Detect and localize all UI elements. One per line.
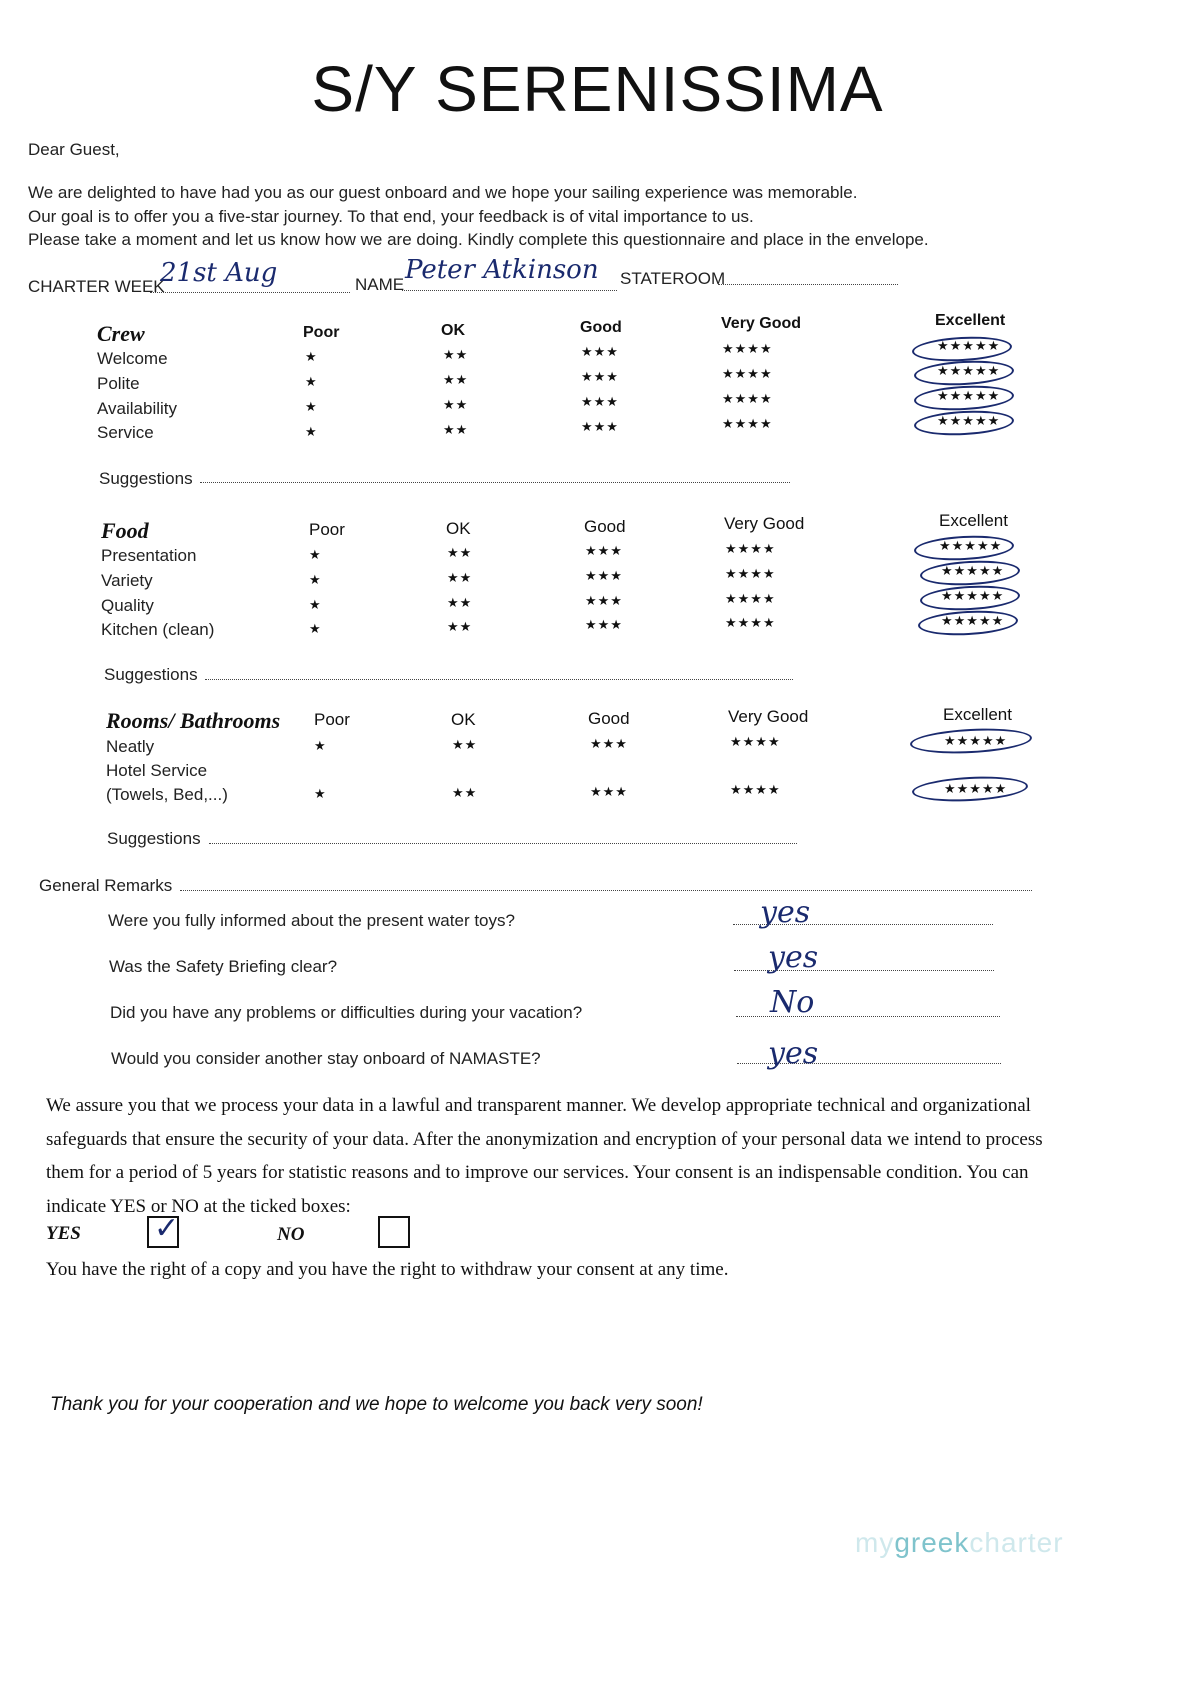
rating-star-2[interactable]: ★★ — [452, 737, 478, 752]
privacy-line-4: indicate YES or NO at the ticked boxes: — [46, 1195, 351, 1217]
greeting: Dear Guest, — [28, 140, 120, 159]
rating-star-4[interactable]: ★★★★ — [730, 734, 781, 749]
selection-circle — [919, 583, 1020, 612]
rating-star-2[interactable]: ★★ — [443, 397, 469, 412]
privacy-line-1: We assure you that we process your data in a lawful and transparent manner. We develop appropriate technical and organizational — [46, 1095, 1031, 1116]
rating-star-5[interactable]: ★★★★★ — [937, 338, 1001, 353]
charter-week-value[interactable]: 21st Aug — [160, 258, 278, 288]
stateroom-label: STATEROOM — [620, 269, 726, 288]
food-item-quality: Quality — [101, 596, 154, 615]
answer-another-stay[interactable]: yes — [768, 1036, 819, 1071]
check-mark-icon: ✓ — [154, 1212, 180, 1245]
rating-star-3[interactable]: ★★★ — [585, 543, 623, 558]
rooms-item-hotel-service: Hotel Service — [106, 761, 208, 780]
rating-star-5[interactable]: ★★★★★ — [941, 613, 1005, 628]
watermark-logo — [855, 1527, 1064, 1559]
rating-star-2[interactable]: ★★ — [447, 619, 473, 634]
name-value[interactable]: Peter Atkinson — [405, 255, 599, 285]
selection-circle — [917, 608, 1018, 637]
rating-star-1[interactable]: ★ — [309, 572, 322, 587]
selection-circle — [913, 408, 1014, 437]
rating-star-5[interactable]: ★★★★★ — [944, 781, 1008, 796]
rating-star-3[interactable]: ★★★ — [581, 419, 619, 434]
food-item-kitchen: Kitchen (clean) — [101, 620, 215, 639]
selection-circle — [911, 774, 1028, 804]
rating-star-5[interactable]: ★★★★★ — [937, 363, 1001, 378]
withdraw-notice: You have the right of a copy and you have the right to withdraw your consent at any time. — [46, 1259, 729, 1280]
rooms-suggestions-line[interactable] — [209, 843, 797, 844]
food-item-presentation: Presentation — [101, 546, 197, 565]
selection-circle — [919, 558, 1020, 587]
rating-star-4[interactable]: ★★★★ — [725, 591, 776, 606]
answer-problems[interactable]: No — [770, 985, 815, 1020]
food-suggestions-line[interactable] — [205, 679, 793, 680]
rating-star-3[interactable]: ★★★ — [581, 369, 619, 384]
watermark-suffix: charter — [969, 1527, 1064, 1558]
rating-star-3[interactable]: ★★★ — [590, 736, 628, 751]
rooms-item-towels-bed: (Towels, Bed,...) — [106, 785, 228, 804]
rating-star-4[interactable]: ★★★★ — [722, 366, 773, 381]
crew-item-availability: Availability — [97, 399, 178, 418]
rating-star-2[interactable]: ★★ — [452, 785, 478, 800]
rating-star-1[interactable]: ★ — [309, 547, 322, 562]
rating-star-3[interactable]: ★★★ — [590, 784, 628, 799]
food-item-variety: Variety — [101, 571, 153, 590]
answer-safety-briefing[interactable]: yes — [768, 940, 819, 975]
col-good: Good — [580, 319, 622, 336]
col-good: Good — [584, 517, 626, 536]
col-poor: Poor — [314, 710, 350, 729]
question-safety-briefing: Was the Safety Briefing clear? — [109, 957, 338, 976]
rating-star-4[interactable]: ★★★★ — [722, 391, 773, 406]
crew-suggestions-line[interactable] — [200, 482, 790, 483]
rating-star-4[interactable]: ★★★★ — [725, 541, 776, 556]
selection-circle — [913, 383, 1014, 412]
rating-star-4[interactable]: ★★★★ — [725, 566, 776, 581]
question-another-stay: Would you consider another stay onboard of NAMASTE? — [111, 1049, 541, 1068]
rating-star-5[interactable]: ★★★★★ — [941, 588, 1005, 603]
col-very-good: Very Good — [728, 707, 809, 726]
rating-star-4[interactable]: ★★★★ — [722, 341, 773, 356]
charter-week-line — [150, 292, 350, 293]
col-very-good: Very Good — [721, 315, 802, 332]
rating-star-1[interactable]: ★ — [309, 597, 322, 612]
rating-star-4[interactable]: ★★★★ — [722, 416, 773, 431]
rating-star-2[interactable]: ★★ — [447, 595, 473, 610]
name-label: NAME — [355, 275, 405, 294]
rating-star-5[interactable]: ★★★★★ — [944, 733, 1008, 748]
rating-star-2[interactable]: ★★ — [443, 372, 469, 387]
rating-star-3[interactable]: ★★★ — [581, 344, 619, 359]
crew-item-polite: Polite — [97, 374, 140, 393]
rating-star-3[interactable]: ★★★ — [581, 394, 619, 409]
food-suggestions-label: Suggestions — [104, 665, 198, 684]
page-title: S/Y SERENISSIMA — [311, 53, 884, 125]
general-remarks-label: General Remarks — [39, 876, 173, 895]
watermark-brand: greek — [894, 1527, 970, 1558]
stateroom-line[interactable] — [718, 284, 898, 285]
col-ok: OK — [451, 710, 476, 729]
answer-water-toys[interactable]: yes — [760, 895, 811, 930]
selection-circle — [913, 358, 1014, 387]
rating-star-2[interactable]: ★★ — [447, 570, 473, 585]
rating-star-5[interactable]: ★★★★★ — [937, 388, 1001, 403]
col-excellent: Excellent — [943, 705, 1012, 724]
rating-star-2[interactable]: ★★ — [447, 545, 473, 560]
rooms-suggestions-label: Suggestions — [107, 829, 201, 848]
rating-star-3[interactable]: ★★★ — [585, 568, 623, 583]
intro-line-2: Our goal is to offer you a five-star journey. To that end, your feedback is of vital importance to us. — [28, 207, 754, 226]
rating-star-1[interactable]: ★ — [314, 786, 327, 801]
col-poor: Poor — [303, 324, 340, 341]
intro-line-3: Please take a moment and let us know how we are doing. Kindly complete this questionnaire and place in the envelope. — [28, 230, 929, 249]
rating-star-2[interactable]: ★★ — [443, 422, 469, 437]
rating-star-1[interactable]: ★ — [305, 374, 318, 389]
section-title-food: Food — [101, 518, 149, 543]
question-problems: Did you have any problems or difficulties during your vacation? — [110, 1003, 583, 1022]
consent-no-label: NO — [277, 1224, 305, 1245]
rating-star-5[interactable]: ★★★★★ — [941, 563, 1005, 578]
rating-star-1[interactable]: ★ — [305, 349, 318, 364]
col-poor: Poor — [309, 520, 345, 539]
section-title-rooms: Rooms/ Bathrooms — [106, 708, 281, 733]
rating-star-1[interactable]: ★ — [309, 621, 322, 636]
col-excellent: Excellent — [935, 312, 1006, 329]
privacy-line-3: them for a period of 5 years for statistic reasons and to improve our services. Your consent is an indispensable condition. You can — [46, 1162, 1029, 1183]
consent-no-checkbox[interactable] — [378, 1216, 410, 1248]
rating-star-3[interactable]: ★★★ — [585, 593, 623, 608]
charter-week-label: CHARTER WEEK — [28, 277, 165, 296]
section-title-crew: Crew — [97, 321, 145, 346]
rating-star-4[interactable]: ★★★★ — [725, 615, 776, 630]
col-excellent: Excellent — [939, 511, 1008, 530]
rating-star-4[interactable]: ★★★★ — [730, 782, 781, 797]
rooms-item-neatly: Neatly — [106, 737, 155, 756]
crew-item-welcome: Welcome — [97, 349, 168, 368]
rating-star-1[interactable]: ★ — [314, 738, 327, 753]
selection-circle — [913, 533, 1014, 562]
watermark-prefix: my — [855, 1527, 895, 1558]
col-very-good: Very Good — [724, 514, 805, 533]
col-ok: OK — [441, 322, 465, 339]
rating-star-2[interactable]: ★★ — [443, 347, 469, 362]
privacy-line-2: safeguards that ensure the security of your data. After the anonymization and encryption of your personal data we intend to process — [46, 1128, 1043, 1150]
rating-star-3[interactable]: ★★★ — [585, 617, 623, 632]
rating-star-1[interactable]: ★ — [305, 424, 318, 439]
consent-yes-label: YES — [46, 1223, 81, 1244]
thank-you-note: Thank you for your cooperation and we hope to welcome you back very soon! — [50, 1394, 703, 1415]
general-remarks-line[interactable] — [180, 890, 1032, 891]
name-line — [402, 290, 617, 291]
selection-circle — [911, 334, 1012, 363]
rating-star-5[interactable]: ★★★★★ — [939, 538, 1003, 553]
selection-circle — [909, 726, 1032, 756]
crew-suggestions-label: Suggestions — [99, 469, 193, 488]
question-water-toys: Were you fully informed about the present water toys? — [108, 911, 515, 930]
crew-item-service: Service — [97, 423, 154, 442]
rating-star-1[interactable]: ★ — [305, 399, 318, 414]
col-ok: OK — [446, 519, 471, 538]
data-privacy-text — [46, 1089, 1096, 1223]
intro-line-1: We are delighted to have had you as our guest onboard and we hope your sailing experience was memorable. — [28, 183, 858, 202]
rating-star-5[interactable]: ★★★★★ — [937, 413, 1001, 428]
col-good: Good — [588, 709, 630, 728]
